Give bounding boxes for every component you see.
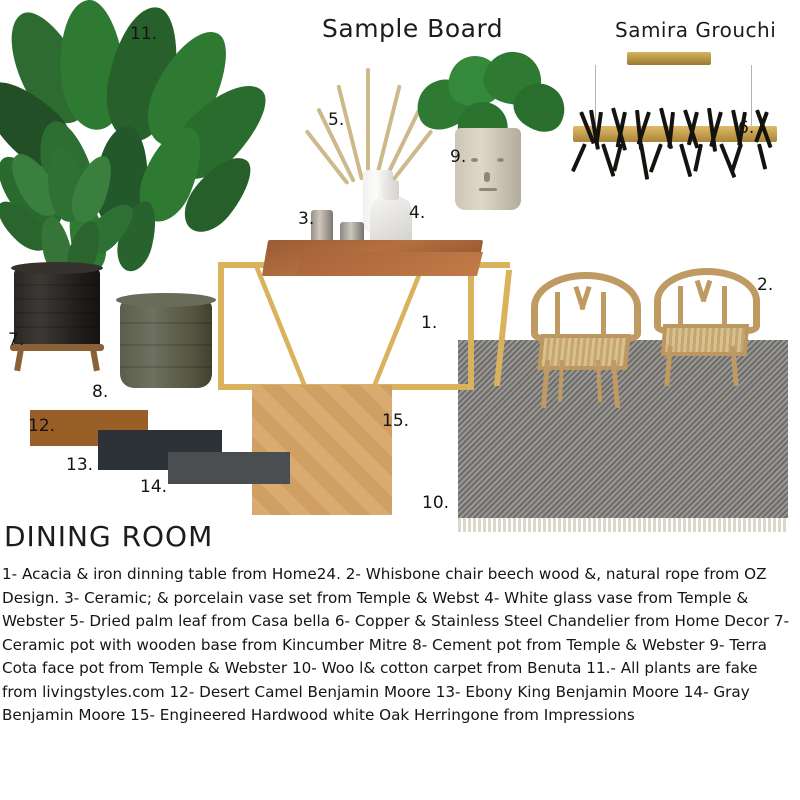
black-ceramic-pot-image (14, 268, 100, 348)
room-title: DINING ROOM (4, 520, 214, 553)
marker-2: 2. (757, 275, 774, 295)
marker-13: 13. (66, 455, 94, 475)
wishbone-chair-front-image (525, 272, 635, 412)
marker-15: 15. (382, 411, 410, 431)
marker-3: 3. (298, 209, 315, 229)
marker-10: 10. (422, 493, 450, 513)
legend-text: 1- Acacia & iron dinning table from Home24. 2- Whisbone chair beech wood &, natural rope from OZ Design. 3- Ceramic; & porcelain vase set from Temple & Webst 4- White glass vase from Temple & Webster 5- Dried palm leaf from Casa bella 6- Copper & Stainless Steel Chandelier from Home Decor 7- Ceramic pot with wooden base from Kincumber Mitre 8- Cement pot from Temple & Webster 9- Terra Cota face pot from Temple & Webster 10- Woo l& cotton carpet from Benuta 11.- All plants are fake from livingstyles.com 12- Desert Camel Benjamin Moore 13- Ebony King Benjamin Moore 14- Gray Benjamin Moore 15- Engineered Hardwood white Oak Herringone from Impressions (2, 565, 790, 724)
rug-fringe (458, 518, 788, 532)
terracotta-face-pot-image (455, 128, 521, 210)
dining-table-frame (218, 262, 510, 402)
board-title: Sample Board (322, 14, 504, 43)
marker-5: 5. (328, 110, 345, 130)
marker-12: 12. (28, 416, 56, 436)
designer-name: Samira Grouchi (615, 18, 777, 42)
marker-7: 7. (8, 330, 25, 350)
dining-table-top-surface (297, 252, 483, 276)
marker-9: 9. (450, 147, 467, 167)
plant-small-image (8, 150, 128, 280)
swatch-gray (168, 452, 290, 484)
marker-14: 14. (140, 477, 168, 497)
green-cement-pot-image (120, 300, 212, 388)
chandelier-canopy (627, 52, 711, 65)
marker-1: 1. (421, 313, 438, 333)
marker-6: 6. (738, 118, 755, 138)
swatch-engineered-hardwood (252, 385, 392, 515)
marker-8: 8. (92, 382, 109, 402)
marker-11: 11. (130, 24, 158, 44)
wishbone-chair-back-image (650, 268, 754, 388)
marker-4: 4. (409, 203, 426, 223)
